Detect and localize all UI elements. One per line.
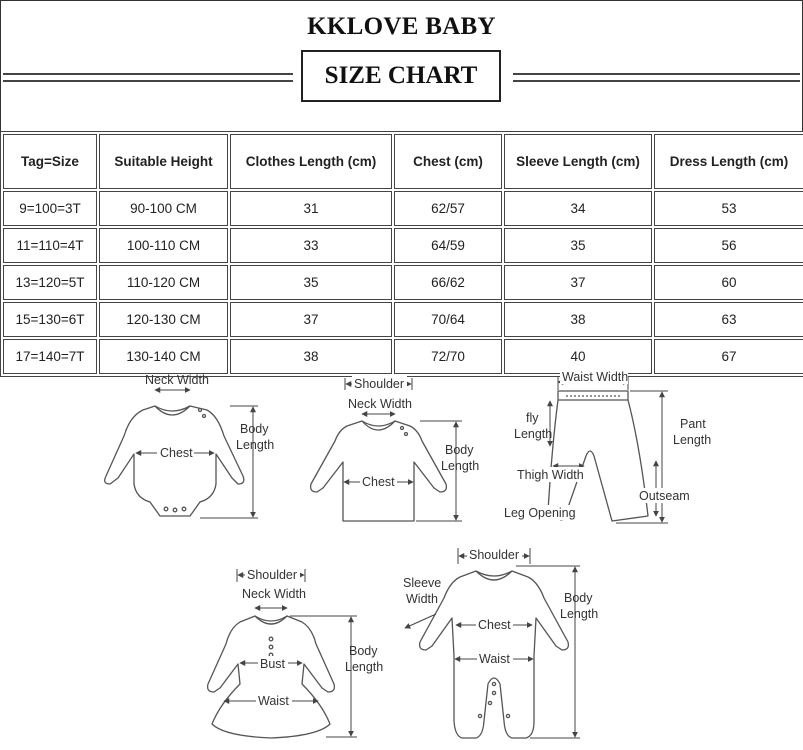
column-header: Tag=Size (3, 134, 97, 189)
waist-label: Waist (479, 652, 510, 666)
table-cell: 67 (654, 339, 803, 374)
body-length-label: Length (441, 459, 480, 473)
shirt-outline (311, 421, 447, 521)
table-cell: 66/62 (394, 265, 502, 300)
table-cell: 62/57 (394, 191, 502, 226)
dress-collar (255, 616, 287, 624)
table-cell: 53 (654, 191, 803, 226)
dress-button (269, 637, 273, 641)
table-cell: 40 (504, 339, 652, 374)
table-cell: 17=140=7T (3, 339, 97, 374)
table-cell: 70/64 (394, 302, 502, 337)
pant-length-label: Pant (680, 417, 706, 431)
body-length-label: Body (564, 591, 593, 605)
dress-outline (208, 616, 335, 738)
table-cell: 9=100=3T (3, 191, 97, 226)
bodysuit-outline (105, 406, 244, 516)
body-length-label: Body (240, 422, 269, 436)
table-cell: 35 (230, 265, 392, 300)
table-row (3, 228, 803, 263)
table-cell: 37 (504, 265, 652, 300)
neck-width-label: Neck Width (348, 397, 412, 411)
table-row (3, 191, 803, 226)
body-length-label: Body (445, 443, 474, 457)
diagrams-svg (0, 366, 803, 750)
column-header: Dress Length (cm) (654, 134, 803, 189)
table-cell: 110-120 CM (99, 265, 228, 300)
sleeve-width-label: Sleeve (403, 576, 442, 590)
chest-label: Chest (362, 475, 395, 489)
body-length-label: Length (345, 660, 384, 674)
table-cell: 11=110=4T (3, 228, 97, 263)
brand-title: KKLOVE BABY (307, 13, 496, 40)
table-cell: 63 (654, 302, 803, 337)
shoulder-button (405, 433, 408, 436)
snap-button (506, 714, 509, 717)
column-header: Suitable Height (99, 134, 228, 189)
shoulder-label: Shoulder (247, 568, 298, 582)
snap-button (182, 507, 186, 511)
thigh-width-label: Thigh Width (517, 468, 584, 482)
table-cell: 120-130 CM (99, 302, 228, 337)
snap-button (492, 682, 495, 685)
shirt-diagram (311, 376, 480, 521)
fly-length-label: Length (514, 427, 553, 441)
shoulder-label: Shoulder (354, 377, 405, 391)
pants-diagram (502, 370, 712, 523)
table-row (3, 265, 803, 300)
table-cell: 100-110 CM (99, 228, 228, 263)
pant-length-label: Length (673, 433, 712, 447)
table-cell: 31 (230, 191, 392, 226)
chest-label: Chest (160, 446, 193, 460)
table-row (3, 302, 803, 337)
size-chart-header (0, 0, 803, 132)
table-cell: 130-140 CM (99, 339, 228, 374)
table-cell: 37 (230, 302, 392, 337)
table-cell: 15=130=6T (3, 302, 97, 337)
pants-outline (548, 391, 648, 521)
column-header: Sleeve Length (cm) (504, 134, 652, 189)
chest-label: Chest (478, 618, 511, 632)
snap-button (478, 714, 481, 717)
shoulder-label: Shoulder (469, 548, 520, 562)
size-chart-title: SIZE CHART (301, 50, 501, 102)
snap-button (164, 507, 168, 511)
table-cell: 60 (654, 265, 803, 300)
table-cell: 56 (654, 228, 803, 263)
table-cell: 38 (504, 302, 652, 337)
measurement-diagrams (0, 366, 803, 750)
body-length-label: Length (236, 438, 275, 452)
neck-width-label: Neck Width (242, 587, 306, 601)
decorative-double-line-left (3, 73, 293, 82)
snap-button (173, 508, 177, 512)
snap-button (492, 691, 495, 694)
bodysuit-diagram (105, 373, 275, 518)
waist-label: Waist (258, 694, 289, 708)
outseam-label: Outseam (639, 489, 690, 503)
leg-opening-label: Leg Opening (504, 506, 576, 520)
shoulder-button (203, 415, 206, 418)
table-cell: 34 (504, 191, 652, 226)
column-header: Chest (cm) (394, 134, 502, 189)
bust-label: Bust (260, 657, 286, 671)
fly-length-label: fly (526, 411, 539, 425)
table-cell: 13=120=5T (3, 265, 97, 300)
sleeve-width-label: Width (406, 592, 438, 606)
table-cell: 38 (230, 339, 392, 374)
shoulder-button (401, 427, 404, 430)
shoulder-button (199, 409, 202, 412)
decorative-double-line-right (513, 73, 800, 82)
table-cell: 64/59 (394, 228, 502, 263)
snap-button (488, 701, 491, 704)
dress-diagram (208, 567, 384, 738)
column-header: Clothes Length (cm) (230, 134, 392, 189)
table-cell: 35 (504, 228, 652, 263)
table-cell: 90-100 CM (99, 191, 228, 226)
table-header-row (3, 134, 803, 189)
dress-button (269, 645, 273, 649)
size-table (0, 131, 803, 377)
body-length-label: Body (349, 644, 378, 658)
table-cell: 72/70 (394, 339, 502, 374)
table-cell: 33 (230, 228, 392, 263)
romper-diagram (403, 548, 598, 738)
body-length-label: Length (560, 607, 599, 621)
waist-width-label: Waist Width (562, 370, 629, 384)
neck-width-label: Neck Width (145, 373, 209, 387)
